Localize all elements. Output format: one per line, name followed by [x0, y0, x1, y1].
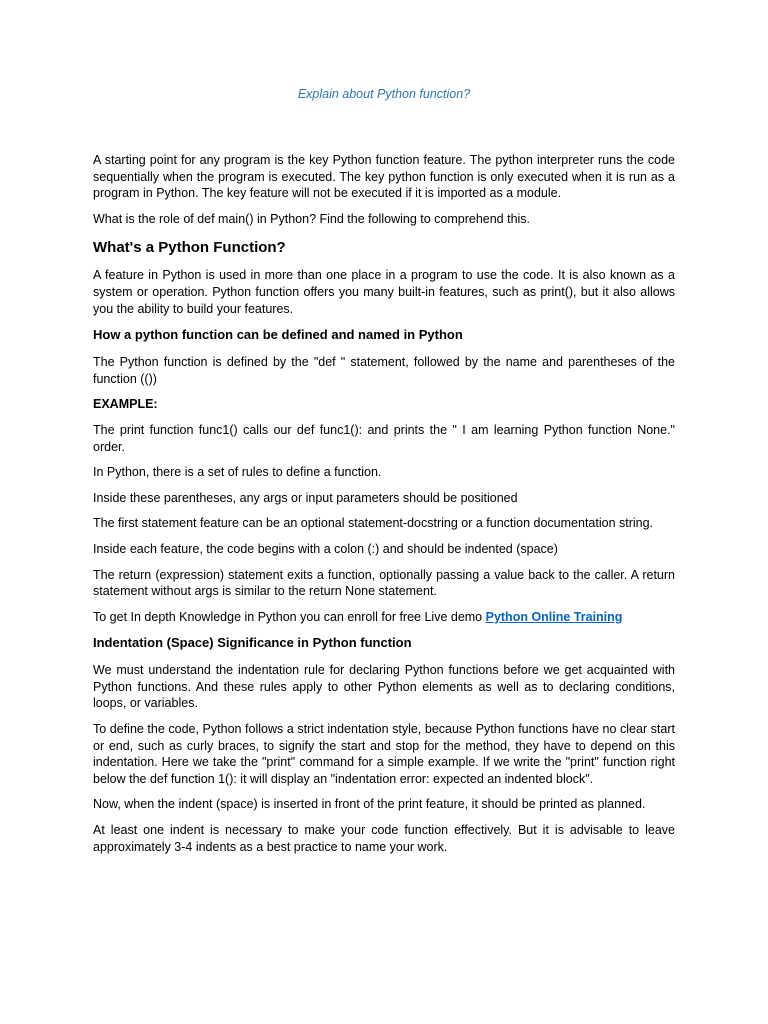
heading-python-function: What's a Python Function? — [93, 239, 286, 257]
document-title: Explain about Python function? — [297, 87, 471, 101]
example-label: EXAMPLE: — [93, 397, 158, 412]
docstring-paragraph: The first statement feature can be an optional statement-docstring or a function documentation string. — [93, 516, 654, 531]
best-practice-paragraph: At least one indent is necessary to make your code function effectively. But it is advisable to leave approximately 3-4 indents as a best practice to name your work. — [93, 823, 675, 854]
heading-indentation: Indentation (Space) Significance in Python function — [93, 635, 412, 651]
rules-paragraph: In Python, there is a set of rules to define a function. — [93, 465, 382, 480]
subheading-define-function: How a python function can be defined and named in Python — [93, 327, 463, 343]
feature-paragraph: A feature in Python is used in more than one place in a program to use the code. It is also known as a system or operation. Python function offers you many built-in features, such as print(), but it also allows you the ability to build your features. — [93, 268, 675, 316]
indentation-rule-paragraph: We must understand the indentation rule for declaring Python functions before we get acquainted with Python functions. And these rules apply to other Python elements as well as to declaring conditions, loops, or variables. — [93, 663, 675, 711]
parameters-paragraph: Inside these parentheses, any args or input parameters should be positioned — [93, 490, 518, 505]
print-function-paragraph: The print function func1() calls our def func1(): and prints the " I am learning Python function None." order. — [93, 422, 675, 454]
training-paragraph — [93, 609, 675, 626]
return-paragraph: The return (expression) statement exits a function, optionally passing a value back to the caller. A return statement without args is similar to the return None statement. — [93, 567, 675, 599]
indent-inserted-paragraph: Now, when the indent (space) is inserted in front of the print feature, it should be printed as planned. — [93, 797, 646, 812]
colon-paragraph: Inside each feature, the code begins with a colon (:) and should be indented (space) — [93, 541, 558, 556]
intro-paragraph: A starting point for any program is the key Python function feature. The python interpreter runs the code sequentially when the program is executed. The key python function is only executed when it is run as a program in Python. The key feature will not be executed if it is imported as a module. — [93, 153, 675, 201]
indentation-style-paragraph: To define the code, Python follows a strict indentation style, because Python functions have no clear start or end, such as curly braces, to signify the start and stop for the method, they have to depend on this indentation. Here we take the "print" command for a simple example. If we write the "print" function right below the def function 1(): it will display an "indentation error: expected an indented block". — [93, 722, 675, 786]
training-text: To get In depth Knowledge in Python you can enroll for free Live demo — [93, 609, 486, 624]
def-statement-paragraph: The Python function is defined by the "def " statement, followed by the name and parentheses of the function (()) — [93, 355, 675, 386]
def-main-question: What is the role of def main() in Python? Find the following to comprehend this. — [93, 211, 531, 226]
python-online-training-link[interactable]: Python Online Training — [485, 609, 623, 624]
